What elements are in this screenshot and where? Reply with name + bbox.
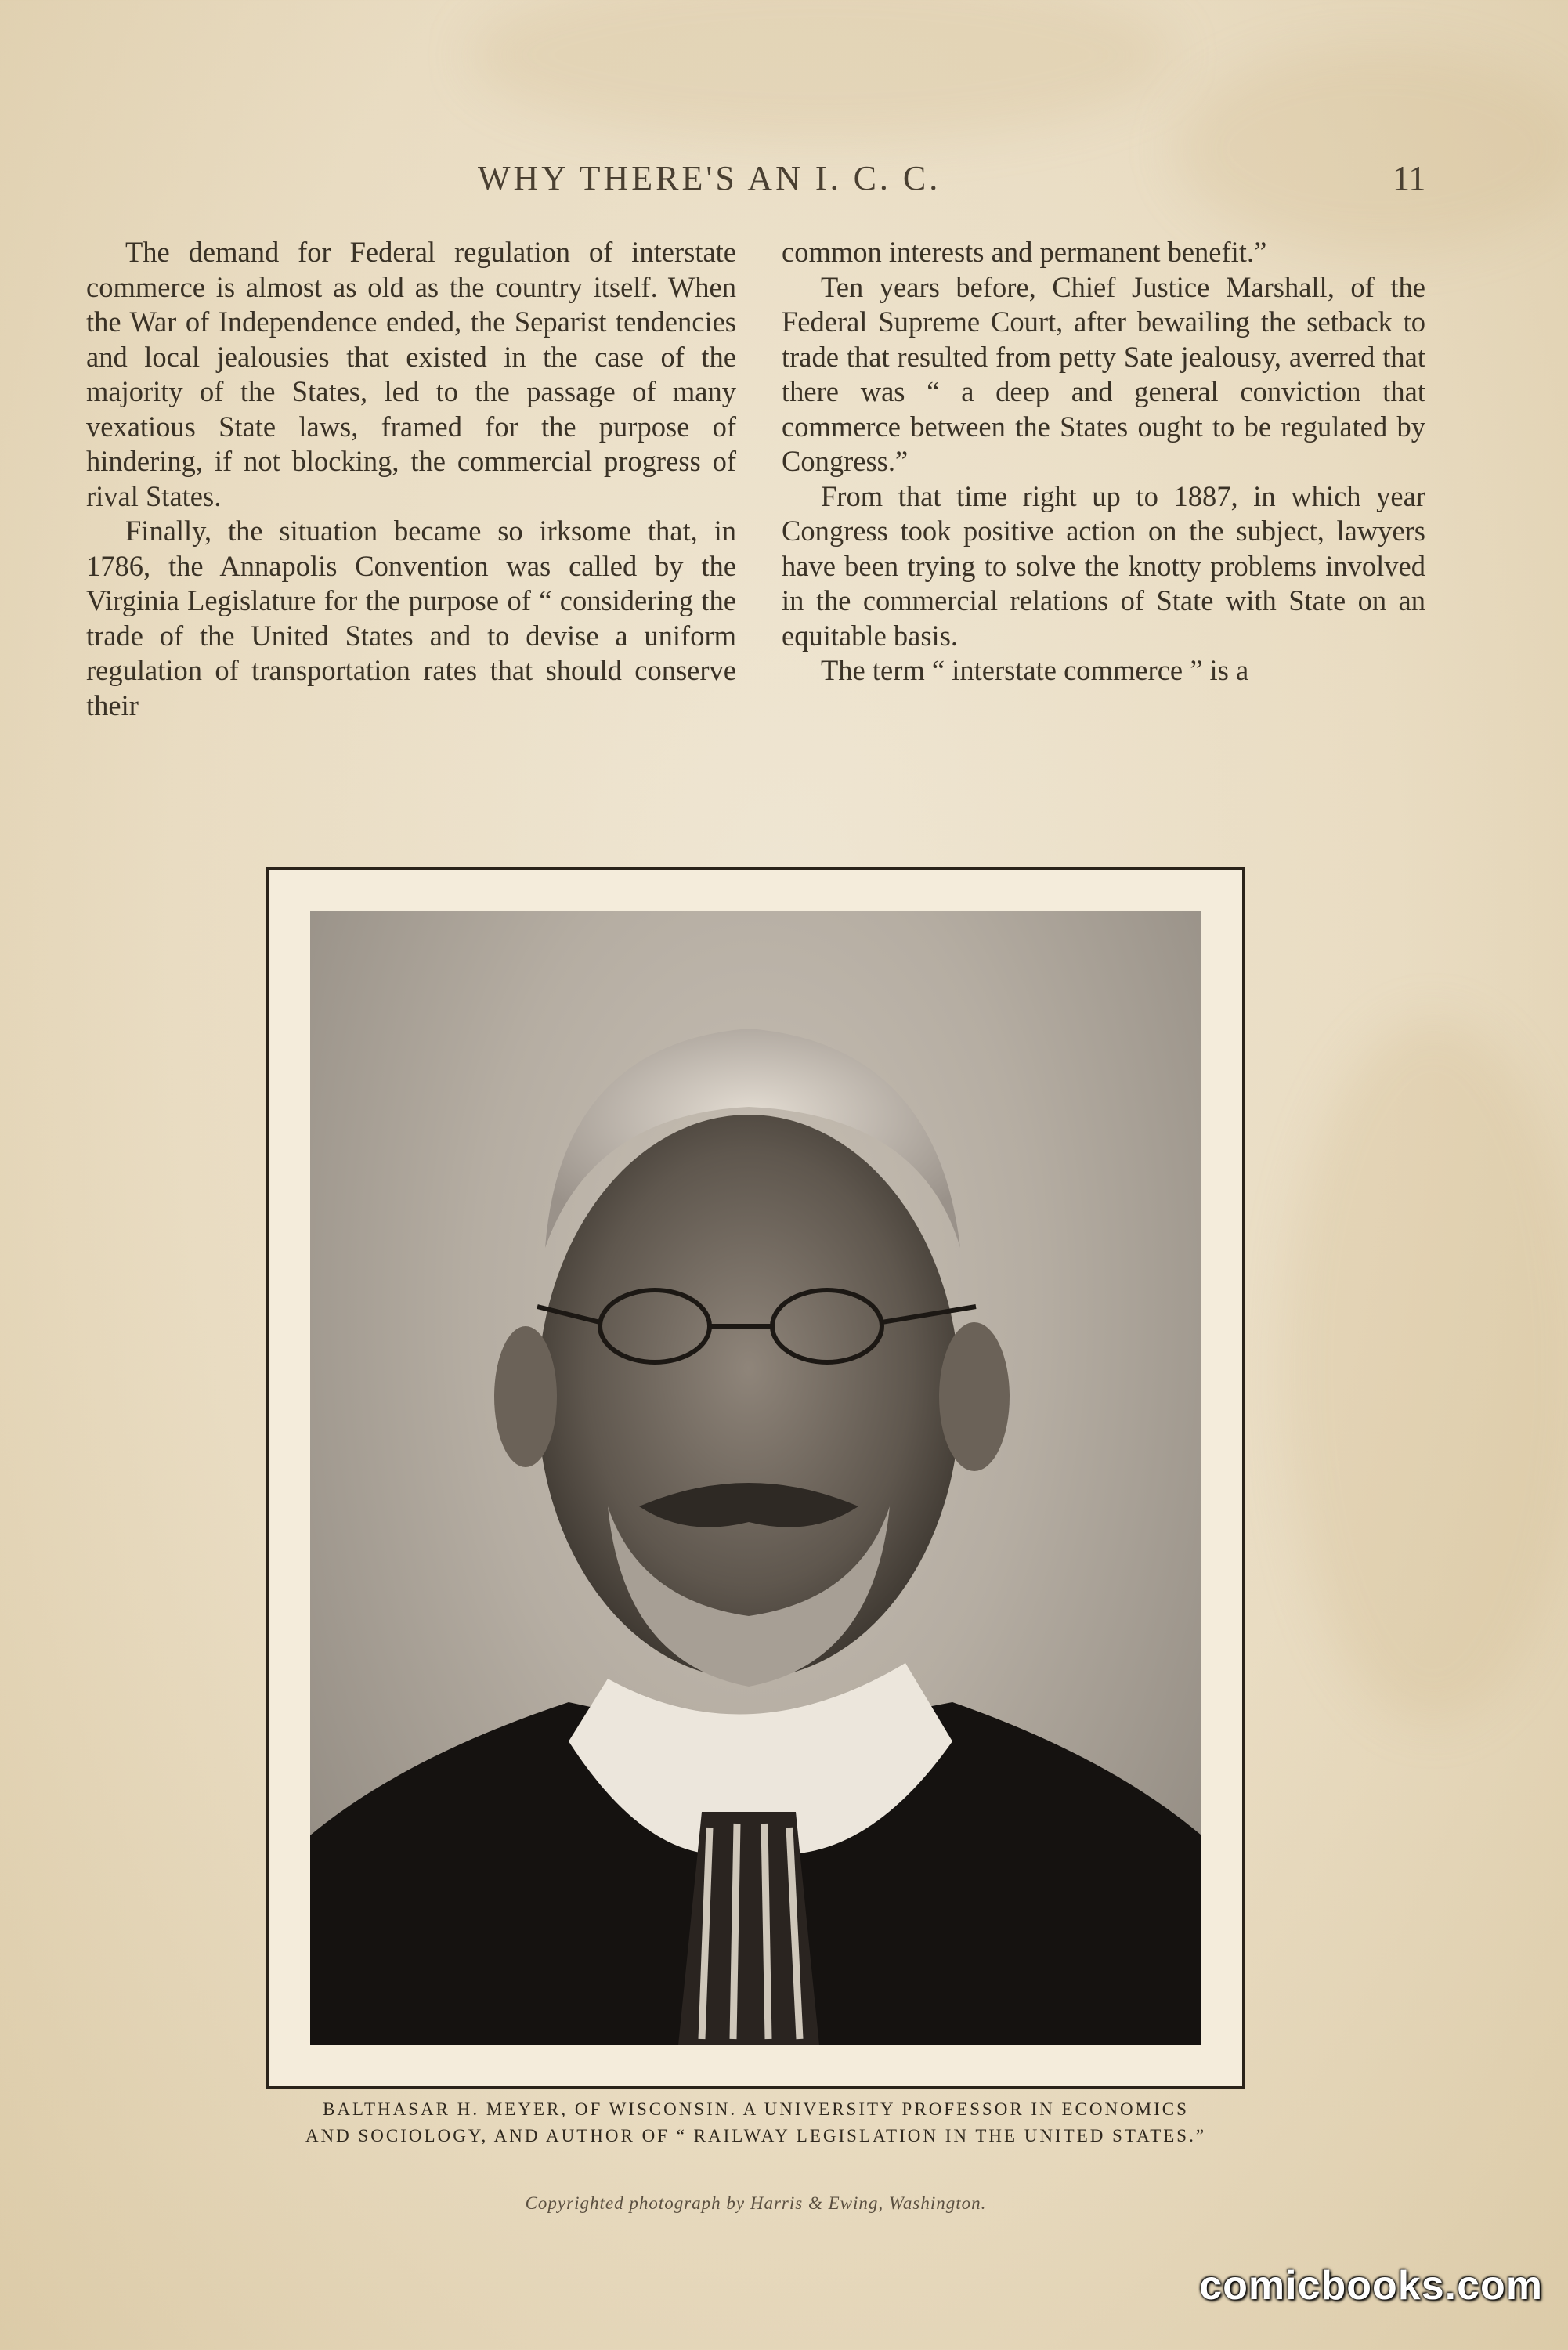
left-ear: [494, 1326, 557, 1467]
running-head: WHY THERE'S AN I. C. C.: [478, 159, 941, 197]
portrait-illustration: [310, 911, 1201, 2045]
paragraph: The demand for Federal regulation of interstate commerce is almost as old as the country itself. When the War of Independence ended, the Separist tendencies and local jealousies that existed in the case of the majority of the States, led to the passage of many vexatious State laws, framed for the purpose of hindering, if not blocking, the commercial progress of rival States.: [86, 236, 736, 512]
photo-caption: BALTHASAR H. MEYER, OF WISCONSIN. A UNIVERSITY PROFESSOR IN ECONOMICS AND SOCIOLOGY, AND AUTHOR OF “ RAILWAY LEGISLATION IN THE UNITED STATES.”: [305, 2099, 1207, 2146]
paragraph: The term “ interstate commerce ” is a: [821, 654, 1249, 686]
paragraph: From that time right up to 1887, in which year Congress took positive action on the subject, lawyers have been trying to solve the knotty problems involved in the commercial relations of State with State on an equitable basis.: [782, 479, 1425, 652]
left-column: [86, 235, 736, 723]
portrait-photo: [310, 911, 1201, 2045]
paragraph: Ten years before, Chief Justice Marshall, of the Federal Supreme Court, after bewailing the setback to trade that resulted from petty Sate jealousy, averred that there was “ a deep and general conviction that commerce between the States ought to be regulated by Congress.”: [782, 270, 1425, 477]
paragraph: common interests and permanent benefit.”: [782, 236, 1267, 268]
page-number: 11: [1393, 159, 1426, 197]
photo-credit: Copyrighted photograph by Harris & Ewing, Washington.: [525, 2193, 987, 2213]
watermark: comicbooks.com: [1199, 2263, 1543, 2308]
right-ear: [939, 1322, 1010, 1471]
head: [537, 1115, 960, 1679]
paragraph: Finally, the situation became so irksome that, in 1786, the Annapolis Convention was called by the Virginia Legislature for the purpose of “ considering the trade of the United States and to devise a uniform regulation of transportation rates that should conserve their: [86, 515, 736, 721]
right-column: [782, 235, 1425, 689]
